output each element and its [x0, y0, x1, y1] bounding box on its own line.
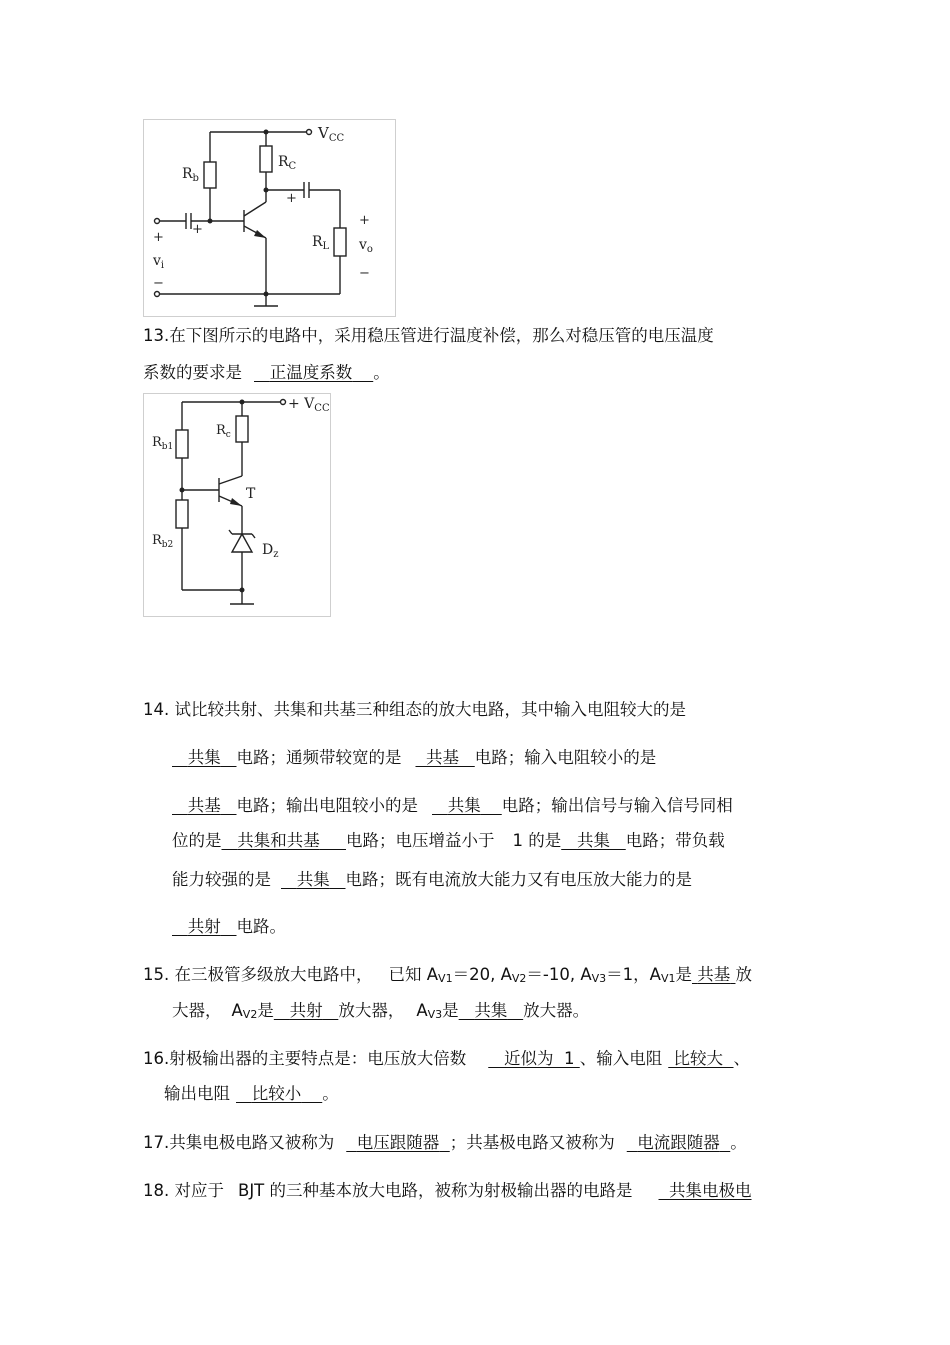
- q16-line2: [164, 1084, 339, 1104]
- q16-line1: [143, 1049, 750, 1069]
- q16-answer-2: 比较大: [673, 1049, 723, 1068]
- q14-text-4: 电路；输出信号与输入信号同相: [501, 796, 733, 815]
- q16-text-1: 16.射极输出器的主要特点是：电压放大倍数: [143, 1049, 467, 1068]
- q14-answer-5: 共集和共基: [237, 831, 320, 850]
- q16-text-5: 。: [322, 1084, 339, 1103]
- q14-text-7: 电路；带负载: [625, 831, 725, 850]
- q16-answer-3: 比较小: [251, 1084, 302, 1103]
- q15-text-5: ＝1，A: [606, 965, 661, 984]
- q16-text-4: 输出电阻: [164, 1084, 230, 1103]
- q15-text-4: ＝-10, A: [526, 965, 592, 984]
- q15-line2: [172, 1001, 589, 1023]
- q14-text-10: 电路。: [236, 917, 286, 936]
- q14-text-9: 电路；既有电流放大能力又有电压放大能力的是: [345, 870, 692, 889]
- q15-sub-4: V1: [660, 972, 676, 985]
- q16-text-3: 、: [733, 1049, 750, 1068]
- rl-label: $R_L$: [312, 234, 330, 252]
- q13-answer: 正温度系数: [269, 363, 353, 382]
- q15-sub-6: V3: [427, 1008, 443, 1021]
- rb1-label: $R_{b1}$: [152, 435, 174, 452]
- dz-label: $D_z$: [262, 542, 279, 560]
- q15-line1: [143, 965, 752, 987]
- q15-text-2: 已知 A: [388, 965, 439, 984]
- q14-line1: 14. 试比较共射、共集和共基三种组态的放大电路，其中输入电阻较大的是: [143, 700, 686, 719]
- q17-text-1: 17.共集电极电路又被称为: [143, 1133, 335, 1152]
- output-cap-plus: +: [286, 191, 297, 206]
- rc2-label: $R_c$: [216, 423, 231, 440]
- q14-text-3: 电路；输出电阻较小的是: [236, 796, 418, 815]
- rc-label: $R_C$: [278, 154, 297, 172]
- q15-text-11: 放大器，: [338, 1001, 405, 1020]
- q15-text-12: A: [416, 1001, 428, 1020]
- q14-line6: [172, 917, 286, 937]
- q14-answer-4: 共集: [447, 796, 481, 815]
- circuit-diagram-1: [144, 120, 395, 316]
- vo-minus: −: [359, 266, 370, 281]
- q14-line5: [172, 870, 692, 890]
- q15-text-14: 放大器。: [523, 1001, 590, 1020]
- q14-text-1: 电路；通频带较宽的是: [236, 748, 402, 767]
- q17-text-3: 。: [730, 1133, 747, 1152]
- q18-text-2: BJT 的三种基本放大电路，被称为射极输出器的电路是: [238, 1181, 633, 1200]
- q14-answer-3: 共基: [187, 796, 221, 815]
- q15-text-8: 大器，: [172, 1001, 222, 1020]
- vi-minus: −: [153, 276, 164, 291]
- q15-sub-3: V3: [591, 972, 607, 985]
- input-cap-plus: +: [192, 222, 203, 237]
- q15-sub-1: V1: [438, 972, 453, 985]
- q15-sub-5: V2: [242, 1008, 258, 1021]
- q15-answer-1: 共基: [697, 965, 731, 984]
- vcc2-label: + $V_{CC}$: [288, 396, 330, 414]
- q14-answer-6: 共集: [576, 831, 610, 850]
- q13-line2: [143, 363, 390, 383]
- q15-text-6: 是: [675, 965, 692, 984]
- q13-period: 。: [373, 363, 390, 382]
- q17-answer-1: 电压跟随器: [356, 1133, 440, 1152]
- q14-answer-8: 共射: [187, 917, 221, 936]
- vo-plus: +: [359, 213, 370, 228]
- vi-plus: +: [153, 230, 164, 245]
- q14-text-8: 能力较强的是: [172, 870, 271, 889]
- q16-text-2: 、输入电阻: [579, 1049, 663, 1068]
- circuit-figure-zener-compensation: [143, 393, 331, 617]
- vcc-label: $V_{CC}$: [318, 124, 345, 144]
- q18-answer-1: 共集电极电: [669, 1181, 752, 1200]
- rb-label: $R_b$: [182, 166, 199, 184]
- q14-answer-7: 共集: [296, 870, 330, 889]
- q14-answer-2: 共基: [426, 748, 459, 767]
- q15-text-1: 15. 在三极管多级放大电路中，: [143, 965, 373, 984]
- q15-answer-3: 共集: [474, 1001, 508, 1020]
- q17-text-2: ；共基极电路又被称为: [449, 1133, 615, 1152]
- q15-text-10: 是: [257, 1001, 274, 1020]
- q14-line4: [172, 831, 725, 851]
- q14-line2: [172, 748, 656, 768]
- q14-text-6b: 1 的是: [512, 831, 562, 850]
- q14-text-5: 位的是: [172, 831, 222, 850]
- rb2-label: $R_{b2}$: [152, 533, 174, 550]
- q15-answer-2: 共射: [289, 1001, 323, 1020]
- q15-text-7: 放: [735, 965, 752, 984]
- q17-line: [143, 1133, 747, 1153]
- q13-text: 系数的要求是: [143, 363, 242, 382]
- q18-line: [143, 1181, 752, 1201]
- vi-label: $v_i$: [153, 253, 165, 271]
- q14-answer-1: 共集: [187, 748, 221, 767]
- q13-line1: 13.在下图所示的电路中，采用稳压管进行温度补偿，那么对稳压管的电压温度: [143, 326, 714, 345]
- circuit-diagram-2: [144, 394, 330, 616]
- q15-text-13: 是: [442, 1001, 459, 1020]
- q15-sub-2: V2: [511, 972, 527, 985]
- vo-label: $v_o$: [359, 237, 373, 255]
- q16-answer-1: 近似为 1: [504, 1049, 575, 1068]
- q15-text-3: ＝20, A: [452, 965, 512, 984]
- q15-text-9: A: [231, 1001, 243, 1020]
- q14-text-2: 电路；输入电阻较小的是: [474, 748, 657, 767]
- q14-line3: [172, 796, 733, 816]
- q18-text-1: 18. 对应于: [143, 1181, 224, 1200]
- q17-answer-2: 电流跟随器: [637, 1133, 720, 1152]
- transistor-label: T: [246, 486, 256, 502]
- circuit-figure-common-emitter: [143, 119, 396, 317]
- q14-text-6: 电路；电压增益小于: [345, 831, 495, 850]
